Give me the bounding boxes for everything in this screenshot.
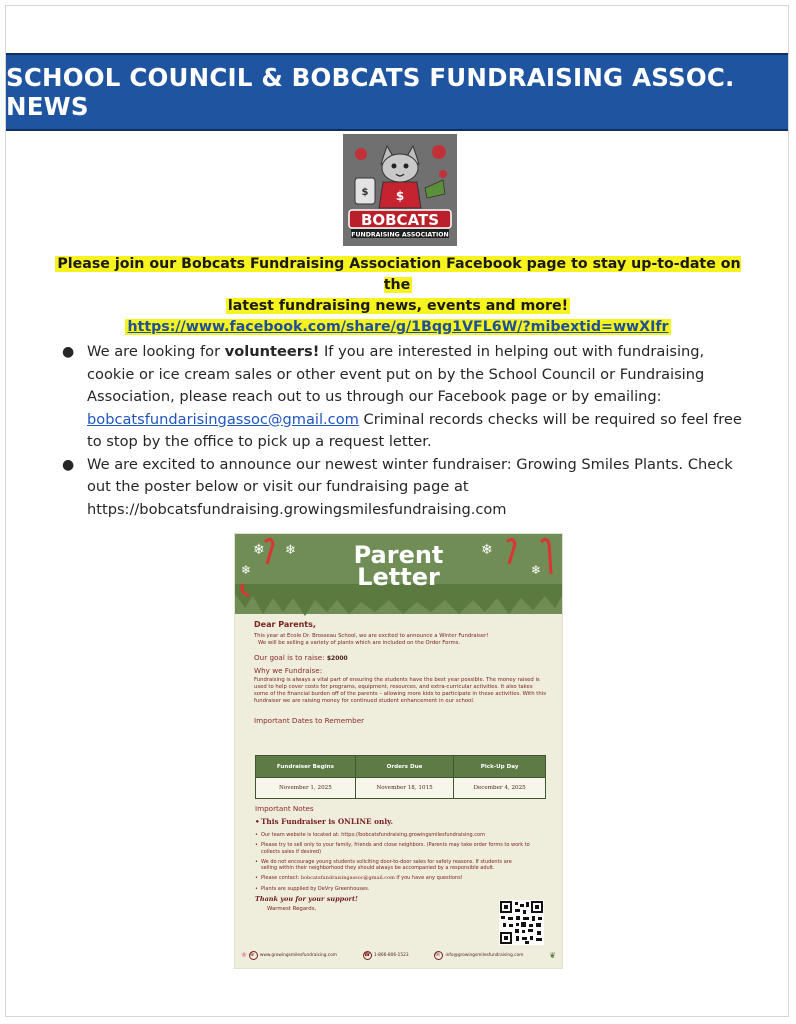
- poster-title: Parent Letter: [353, 541, 444, 591]
- svg-text:❄: ❄: [531, 563, 542, 577]
- svg-text:❄: ❄: [285, 543, 296, 558]
- footer-email: ✉ info@growingsmilesfundraising.com: [435, 951, 524, 958]
- bobcat-mascot-icon: [343, 134, 457, 246]
- news-banner: [6, 53, 788, 131]
- svg-text:❄: ❄: [253, 542, 265, 558]
- poster-footer: [241, 947, 556, 963]
- svg-text:FUNDRAISING ASSOCIATION: FUNDRAISING ASSOCIATION: [351, 231, 449, 239]
- email-link[interactable]: bobcatsfundarisingassoc@gmail.com: [87, 410, 359, 428]
- parent-letter-poster: [235, 534, 562, 968]
- svg-text:$: $: [395, 189, 405, 203]
- poster-header: [235, 534, 562, 614]
- bobcats-logo: [343, 134, 457, 246]
- poster-body: Dear Parents, This year at Ecole Dr. Brosseau School, we are excited to announce a Winter Fundraiser! We will be selling a variety of plants which are included on the Order Forms. Our goal is to raise: $2000 Why we Fundraise: Fundraising is always a vital part of ensuring the students have the best year possible. The money raised is used to help cover costs for programs, equipment, resources, and extra-curricular activities. It also takes some of the financial burden off of the parents – allowing more kids to participate in these activities. With this fundraiser we are raising money for continued student enhancement in our school. Important Dates to Remember: [254, 620, 546, 725]
- important-notes: Important Notes • This Fundraiser is ONLINE only. • Our team website is located at: https://bobcatsfundraising.growingsmilesfundraising.com • Please try to sell only to your family, friends and close neighbors. (Parents may take order forms to work to collects sales if desired) • We do not encourage young students soliciting door-to-door sales for safety reasons. If students are selling within their neighborhood they should always be accompanied by a responsible adult. • Please contact: bobcatsfundraisingassoc@gmail.com if you have any questions! • Plants are supplied by DeVry Greenhouses. Thank you for your support! Warmest Regards,: [255, 804, 547, 912]
- table-header: Fundraiser Begins: [256, 756, 356, 778]
- online-notice: • This Fundraiser is ONLINE only.: [261, 817, 547, 826]
- phone-icon: ☎: [363, 951, 371, 958]
- bullet-list: [62, 341, 742, 521]
- facebook-link[interactable]: https://www.facebook.com/share/g/1Bqg1VFL6W/?mibextid=wwXIfr: [127, 319, 669, 335]
- announcement-line-2: latest fundraising news, events and more!: [227, 298, 569, 314]
- footer-phone: ☎ 1-866-806-1523: [363, 951, 409, 958]
- banner-title: SCHOOL COUNCIL & BOBCATS FUNDRAISING ASSOC. NEWS: [6, 63, 735, 121]
- bullet-icon: ●: [62, 456, 75, 473]
- list-item: ● We are looking for volunteers! If you are interested in helping out with fundraising, cookie or ice cream sales or other event put on by the School Council or Fundraising Association, please reach out to us through our Facebook page or by emailing: bobcatsfundarisingassoc@gmail.com Criminal records checks will be required so feel free to stop by the office to pick up a request letter.: [62, 343, 742, 450]
- bullet-icon: ●: [62, 344, 75, 360]
- important-dates-table: [255, 755, 546, 799]
- qr-code-icon[interactable]: [499, 900, 544, 945]
- announcement-line-1: Please join our Bobcats Fundraising Association Facebook page to stay up-to-date on the: [57, 256, 741, 293]
- svg-text:❄: ❄: [481, 542, 493, 558]
- table-header: Orders Due: [355, 756, 453, 778]
- mail-icon: ✉: [434, 951, 443, 960]
- leaf-logo-icon: ❦: [549, 950, 556, 960]
- footer-website: ❀ ⊕ www.growingsmilesfundraising.com: [241, 951, 337, 959]
- facebook-announcement: [40, 254, 756, 338]
- svg-text:❄: ❄: [241, 563, 252, 577]
- poster-greeting: Dear Parents,: [254, 620, 316, 629]
- list-item: ● We are excited to announce our newest winter fundraiser: Growing Smiles Plants. Check out the poster below or visit our fundraising page at https://bobcatsfundraising.growingsmilesfundraising.com: [62, 455, 733, 518]
- thank-you-note: Thank you for your support!: [255, 895, 358, 904]
- poster-goal: Our goal is to raise: $2000: [254, 653, 348, 662]
- volunteers-bold: volunteers!: [224, 343, 320, 360]
- globe-icon: ⊕: [249, 951, 258, 960]
- svg-text:BOBCATS: BOBCATS: [360, 211, 440, 229]
- svg-text:$: $: [361, 187, 369, 198]
- table-row: November 1, 2025 November 18, 1015 December 4, 2025: [256, 778, 546, 799]
- table-header: Pick-Up Day: [454, 756, 546, 778]
